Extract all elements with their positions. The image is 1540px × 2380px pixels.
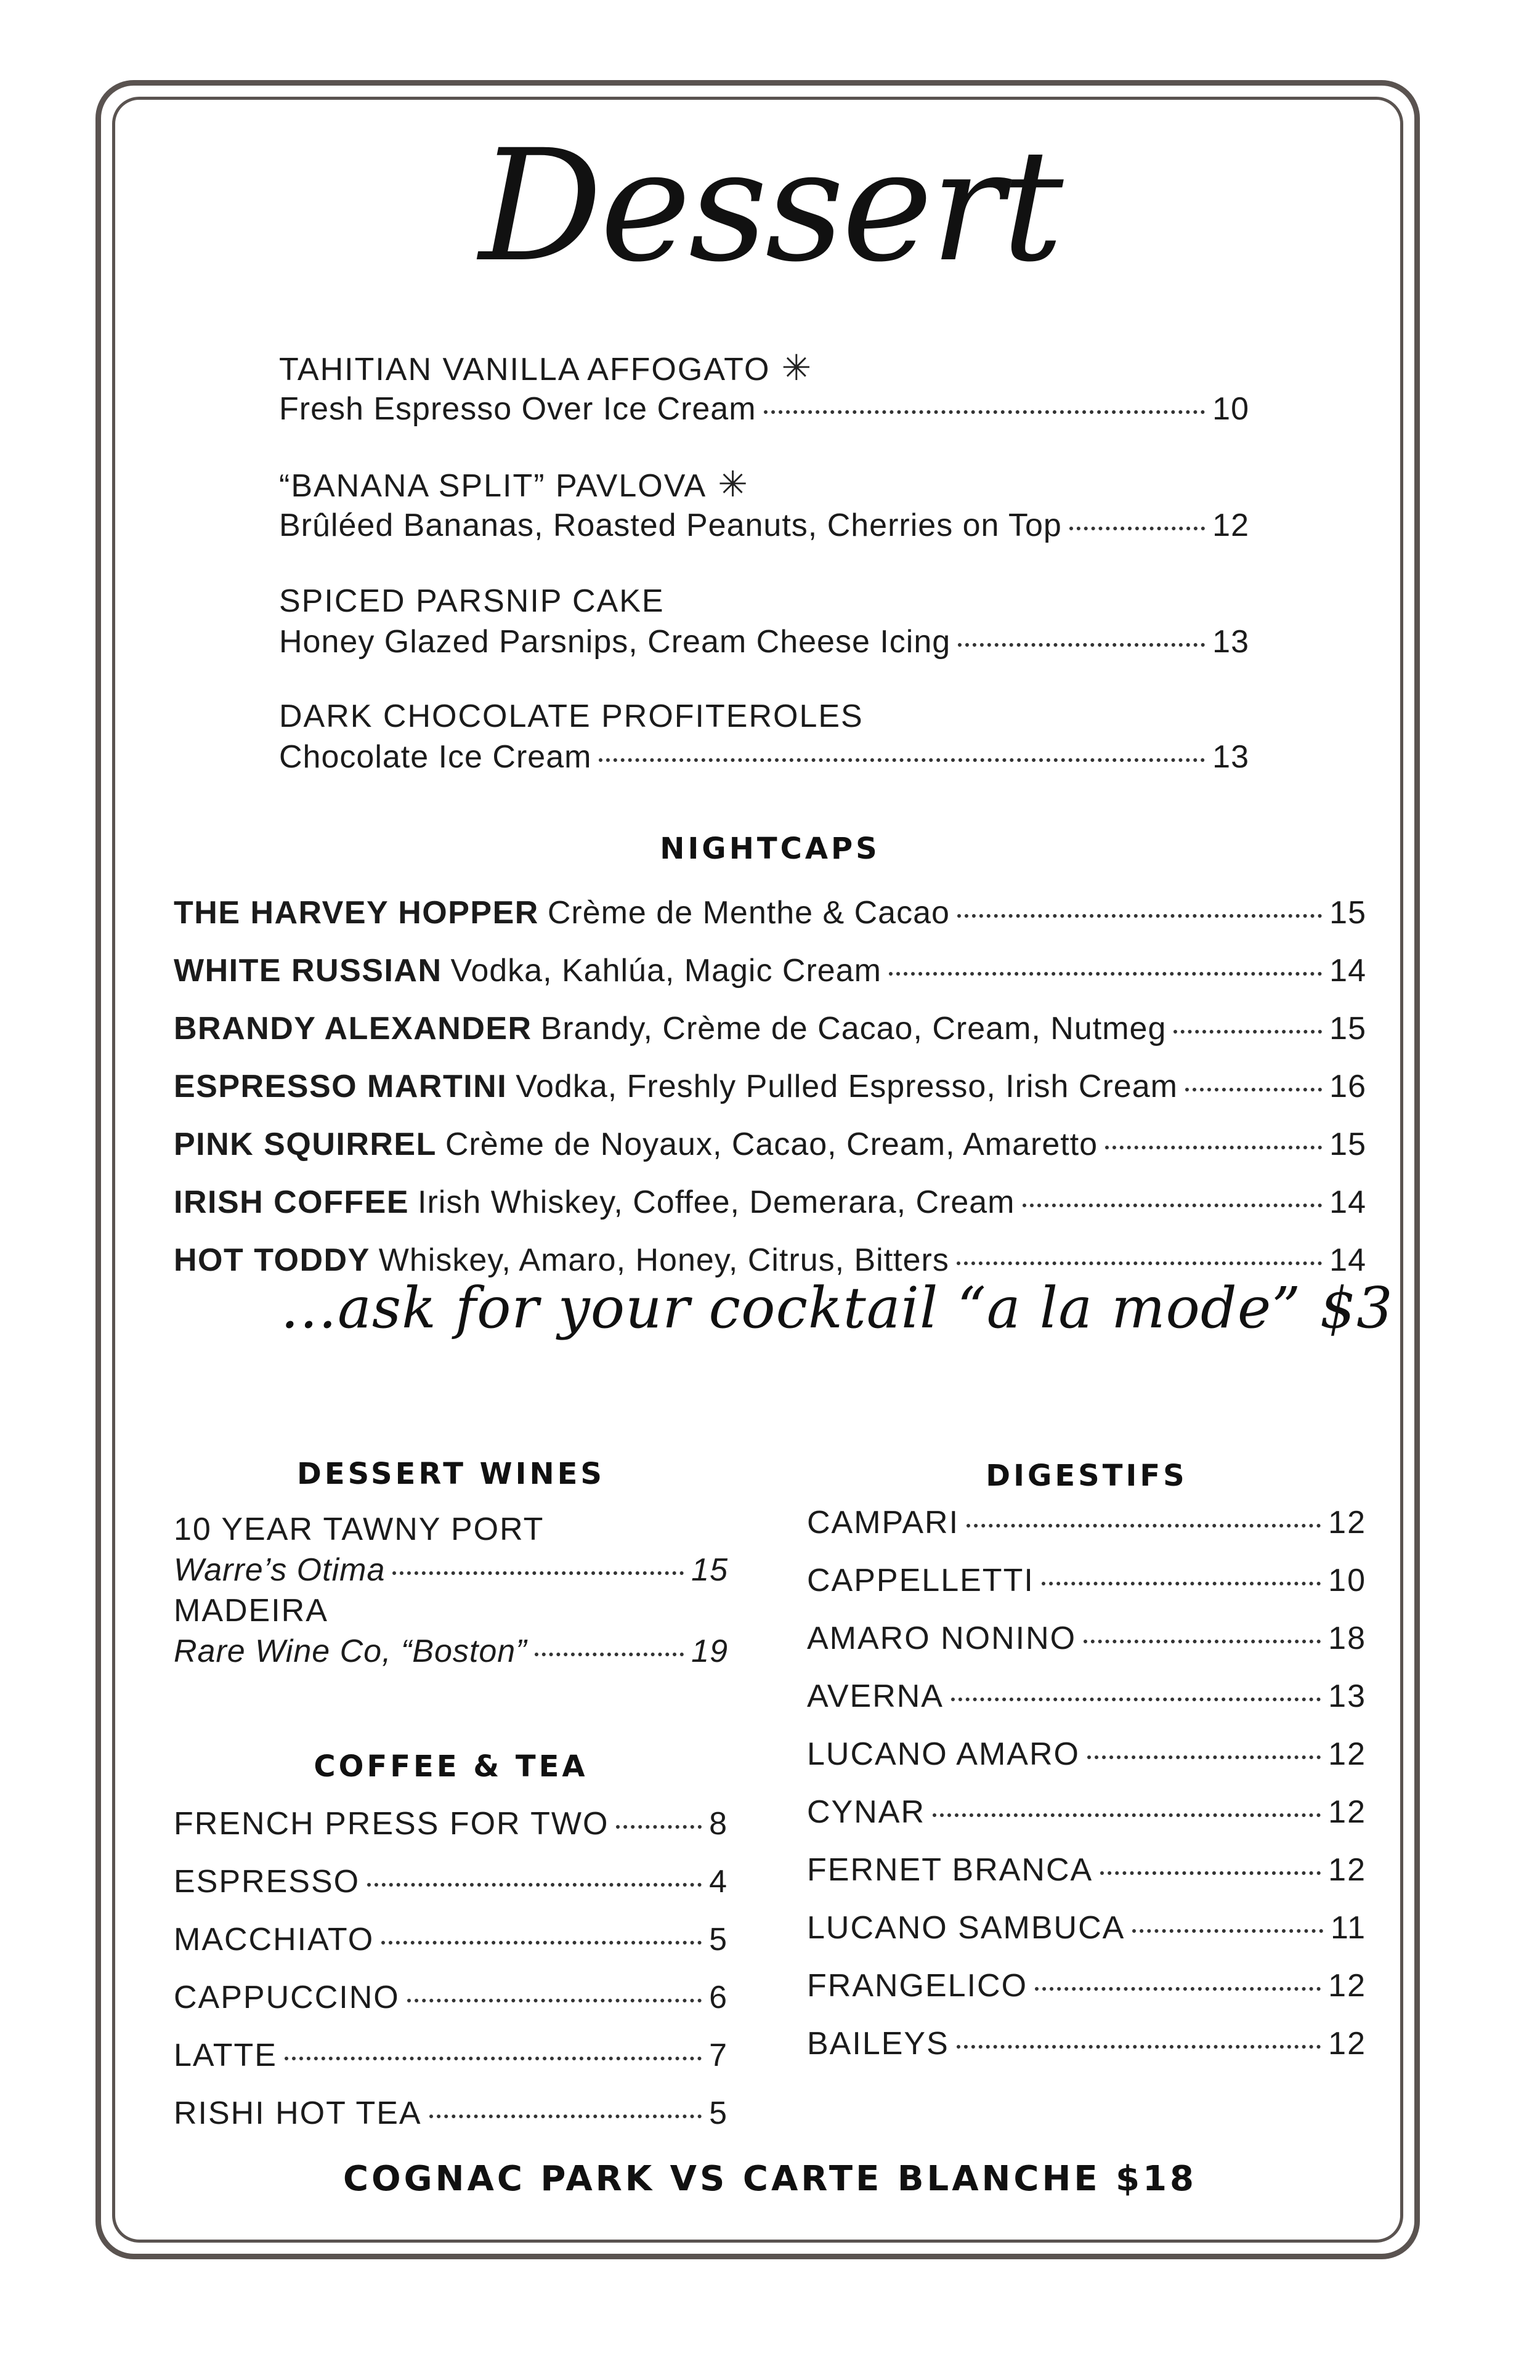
item-description: Crème de Menthe & Cacao <box>547 895 950 931</box>
dessert-item <box>279 464 1249 546</box>
dessert-name: SPICED PARSNIP CAKE <box>279 583 665 619</box>
list-item <box>174 1631 728 1672</box>
item-price: 14 <box>1329 953 1366 989</box>
list-item <box>174 1550 728 1590</box>
dessert-name: TAHITIAN VANILLA AFFOGATO <box>279 352 771 387</box>
dessert-description: Brûléed Bananas, Roasted Peanuts, Cherries on Top <box>279 508 1062 543</box>
list-item <box>174 1058 1366 1115</box>
item-name: ESPRESSO <box>174 1864 360 1900</box>
item-name: RISHI HOT TEA <box>174 2095 422 2131</box>
list-item <box>174 942 1366 1000</box>
dessert-item <box>279 348 1249 429</box>
item-price: 10 <box>1328 1563 1366 1598</box>
list-item <box>807 1552 1366 1609</box>
list-item <box>174 2026 728 2084</box>
list-item <box>807 1899 1366 1957</box>
item-price: 15 <box>1329 1011 1366 1046</box>
item-price: 19 <box>691 1633 728 1669</box>
wine-producer: Rare Wine Co, “Boston” <box>174 1633 527 1669</box>
list-item <box>174 1969 728 2026</box>
item-price: 11 <box>1331 1910 1366 1946</box>
list-item <box>807 1494 1366 1552</box>
list-item <box>807 2015 1366 2073</box>
item-name: IRISH COFFEE <box>174 1184 410 1220</box>
item-name: LUCANO SAMBUCA <box>807 1910 1125 1946</box>
list-item <box>807 1783 1366 1841</box>
list-item <box>807 1725 1366 1783</box>
item-name: PINK SQUIRREL <box>174 1127 437 1162</box>
nightcaps-heading: NIGHTCAPS <box>660 832 880 866</box>
item-name: AVERNA <box>807 1678 944 1714</box>
item-name: THE HARVEY HOPPER <box>174 895 539 931</box>
wine-name: 10 YEAR TAWNY PORT <box>174 1512 545 1547</box>
item-price: 5 <box>709 1922 728 1957</box>
item-name: LATTE <box>174 2038 277 2073</box>
item-name: AMARO NONINO <box>807 1621 1077 1656</box>
item-name: MACCHIATO <box>174 1922 375 1957</box>
item-description: Irish Whiskey, Coffee, Demerara, Cream <box>418 1184 1015 1220</box>
item-name: FERNET BRANCA <box>807 1852 1093 1888</box>
item-description: Crème de Noyaux, Cacao, Cream, Amaretto <box>445 1127 1098 1162</box>
list-item <box>174 1173 1366 1231</box>
cognac-footer: COGNAC PARK VS CARTE BLANCHE $18 <box>342 2159 1198 2199</box>
item-price: 12 <box>1328 1736 1366 1772</box>
dessert-price: 13 <box>1212 624 1249 660</box>
dessert-price: 13 <box>1212 739 1249 775</box>
item-price: 5 <box>709 2095 728 2131</box>
item-price: 16 <box>1329 1069 1366 1104</box>
star-icon: ✳ <box>781 348 813 388</box>
item-price: 14 <box>1329 1242 1366 1278</box>
item-price: 15 <box>1329 895 1366 931</box>
list-item <box>174 1795 728 1853</box>
dessert-wines-heading: DESSERT WINES <box>297 1457 605 1491</box>
item-price: 7 <box>709 2038 728 2073</box>
dessert-description: Honey Glazed Parsnips, Cream Cheese Icing <box>279 624 951 660</box>
item-name: FRANGELICO <box>807 1968 1028 2004</box>
dessert-item <box>279 696 1249 777</box>
coffee-tea-heading: COFFEE & TEA <box>314 1749 588 1784</box>
digestifs-list <box>807 1494 1366 2073</box>
item-price: 12 <box>1328 1794 1366 1830</box>
item-name: BAILEYS <box>807 2026 949 2062</box>
item-price: 4 <box>709 1864 728 1900</box>
item-name: BRANDY ALEXANDER <box>174 1011 532 1046</box>
item-price: 12 <box>1328 1852 1366 1888</box>
item-price: 14 <box>1329 1184 1366 1220</box>
item-name: CYNAR <box>807 1794 926 1830</box>
item-name: HOT TODDY <box>174 1242 370 1278</box>
list-item <box>807 1609 1366 1667</box>
item-name: WHITE RUSSIAN <box>174 953 442 989</box>
item-name: ESPRESSO MARTINI <box>174 1069 508 1104</box>
dessert-price: 12 <box>1212 508 1249 543</box>
item-name: LUCANO AMARO <box>807 1736 1080 1772</box>
menu-title: Dessert <box>479 116 1061 296</box>
item-name: CAPPELLETTI <box>807 1563 1034 1598</box>
item-price: 6 <box>709 1980 728 2015</box>
dessert-price: 10 <box>1212 391 1249 427</box>
coffee-tea-list <box>174 1795 728 2142</box>
item-description: Brandy, Crème de Cacao, Cream, Nutmeg <box>540 1011 1167 1046</box>
item-name: CAPPUCCINO <box>174 1980 400 2015</box>
list-item <box>807 1957 1366 2015</box>
item-name: CAMPARI <box>807 1505 960 1540</box>
list-item <box>174 884 1366 942</box>
list-item <box>807 1667 1366 1725</box>
item-price: 12 <box>1328 2026 1366 2062</box>
item-price: 15 <box>1329 1127 1366 1162</box>
digestifs-heading: DIGESTIFS <box>986 1459 1188 1493</box>
dessert-name: DARK CHOCOLATE PROFITEROLES <box>279 698 864 734</box>
star-icon: ✳ <box>718 464 749 504</box>
item-price: 12 <box>1328 1968 1366 2004</box>
wine-name: MADEIRA <box>174 1593 328 1629</box>
item-description: Vodka, Kahlúa, Magic Cream <box>450 953 881 989</box>
list-item <box>174 1115 1366 1173</box>
item-name: FRENCH PRESS FOR TWO <box>174 1806 609 1842</box>
item-description: Vodka, Freshly Pulled Espresso, Irish Cream <box>516 1069 1178 1104</box>
a-la-mode-tagline: …ask for your cocktail “a la mode” $3 <box>280 1275 1393 1341</box>
item-price: 18 <box>1328 1621 1366 1656</box>
dessert-wines-list <box>174 1509 728 1672</box>
dessert-name: “BANANA SPLIT” PAVLOVA <box>279 468 707 504</box>
list-item <box>174 1911 728 1969</box>
nightcaps-list <box>174 884 1366 1289</box>
wine-producer: Warre’s Otima <box>174 1552 386 1588</box>
item-price: 13 <box>1328 1678 1366 1714</box>
dessert-description: Chocolate Ice Cream <box>279 739 592 775</box>
list-item <box>807 1841 1366 1899</box>
item-price: 8 <box>709 1806 728 1842</box>
list-item <box>174 2084 728 2142</box>
dessert-description: Fresh Espresso Over Ice Cream <box>279 391 756 427</box>
list-item <box>174 1853 728 1911</box>
item-description: Whiskey, Amaro, Honey, Citrus, Bitters <box>378 1242 949 1278</box>
item-price: 12 <box>1328 1505 1366 1540</box>
item-price: 15 <box>691 1552 728 1588</box>
dessert-item <box>279 581 1249 662</box>
list-item <box>174 1000 1366 1058</box>
